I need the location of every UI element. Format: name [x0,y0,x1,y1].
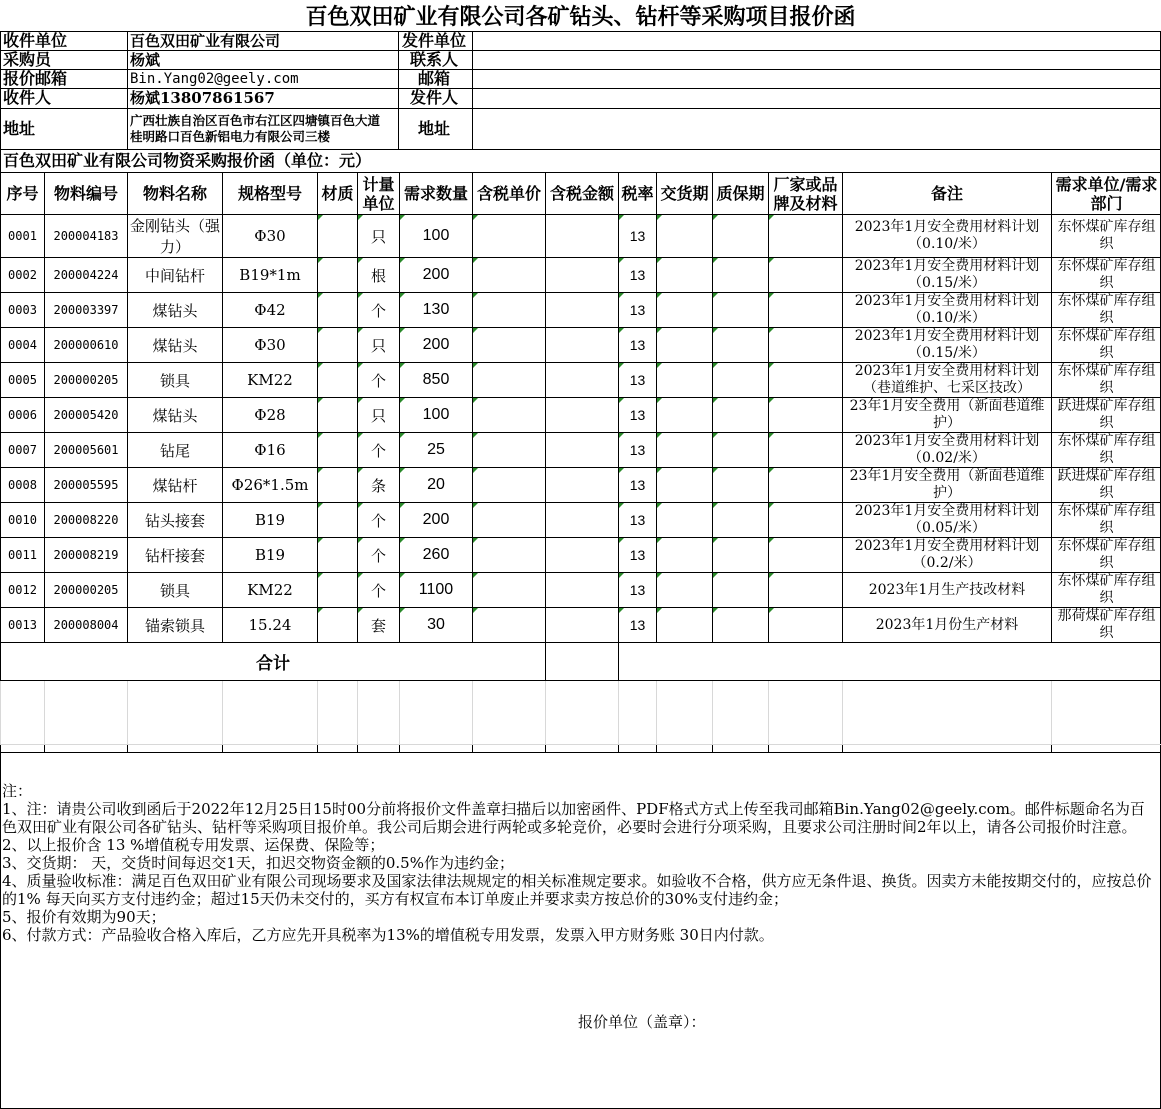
code-cell: 200008004 [45,608,128,643]
note-item: 5、报价有效期为90天； [2,908,166,926]
unit-cell: 只 [358,398,400,433]
dept-cell: 东怀煤矿库存组织 [1052,363,1161,398]
amount-cell [546,468,619,503]
blank-cell [318,681,358,745]
blank-row [1,745,1161,753]
blank-cell [546,681,619,745]
section-title: 百色双田矿业有限公司物资采购报价函（单位：元） [3,151,372,170]
name-cell: 钻头接套 [128,503,223,538]
unit-price-cell [473,398,546,433]
blank-cell [657,681,713,745]
amount-cell [546,433,619,468]
blank-cell [843,745,1052,753]
warranty-cell [713,363,769,398]
material-cell [318,538,358,573]
table-row [1,433,1161,468]
amount-cell [546,258,619,293]
table-header-row [1,173,1161,215]
amount-cell [546,503,619,538]
brand-cell [769,433,843,468]
blank-cell [400,681,473,745]
code-cell: 200004224 [45,258,128,293]
delivery-cell [657,258,713,293]
brand-cell [769,573,843,608]
blank-cell [128,745,223,753]
blank-cell [358,681,400,745]
code-cell: 200005595 [45,468,128,503]
unit-cell: 只 [358,215,400,258]
table-row [1,328,1161,363]
qty-cell: 1100 [400,573,473,608]
qty-cell: 30 [400,608,473,643]
brand-cell [769,258,843,293]
dept-cell: 东怀煤矿库存组织 [1052,293,1161,328]
qty-cell: 200 [400,503,473,538]
warranty-cell [713,328,769,363]
amount-cell [546,573,619,608]
amount-cell [546,608,619,643]
blank-cell [713,681,769,745]
material-cell [318,363,358,398]
seq-cell: 0006 [1,398,45,433]
material-cell [318,608,358,643]
blank-cell [358,745,400,753]
code-cell: 200004183 [45,215,128,258]
tax-rate-cell: 13 [619,293,657,328]
name-cell: 中间钻杆 [128,258,223,293]
blank-cell [128,681,223,745]
name-cell: 煤钻头 [128,398,223,433]
unit-price-cell [473,538,546,573]
delivery-cell [657,468,713,503]
name-cell: 锁具 [128,363,223,398]
code-cell: 200008220 [45,503,128,538]
col-header: 备注 [843,173,1052,215]
unit-cell: 只 [358,328,400,363]
table-row [1,573,1161,608]
unit-cell: 根 [358,258,400,293]
address-label: 地址 [3,119,36,138]
dept-cell: 东怀煤矿库存组织 [1052,433,1161,468]
dept-cell: 东怀煤矿库存组织 [1052,573,1161,608]
name-cell: 煤钻头 [128,293,223,328]
material-cell [318,433,358,468]
total-label: 合计 [1,643,546,681]
delivery-cell [657,293,713,328]
buyer-value: 杨斌 [130,51,161,69]
unit-cell: 个 [358,538,400,573]
blank-cell [657,745,713,753]
name-cell: 钻尾 [128,433,223,468]
delivery-cell [657,433,713,468]
blank-cell [1052,681,1161,745]
material-cell [318,293,358,328]
note-cell: 2023年1月安全费用材料计划（0.15/米） [843,328,1052,363]
tax-rate-cell: 13 [619,328,657,363]
blank-cell [713,745,769,753]
total-amount-cell [546,643,619,681]
brand-cell [769,503,843,538]
warranty-cell [713,608,769,643]
unit-cell: 个 [358,503,400,538]
col-header: 税率 [619,173,657,215]
note-cell: 2023年1月安全费用材料计划（0.15/米） [843,258,1052,293]
material-cell [318,215,358,258]
sender-unit-label: 发件单位 [402,31,467,50]
warranty-cell [713,538,769,573]
blank-cell [45,745,128,753]
seq-cell: 0004 [1,328,45,363]
col-header: 序号 [1,173,45,215]
dept-cell: 东怀煤矿库存组织 [1052,328,1161,363]
blank-cell [769,681,843,745]
spec-cell: B19 [223,538,318,573]
col-header: 质保期 [713,173,769,215]
note-cell: 2023年1月安全费用材料计划（巷道维护、七采区技改） [843,363,1052,398]
warranty-cell [713,258,769,293]
blank-cell [223,745,318,753]
blank-cell [619,745,657,753]
tax-rate-cell: 13 [619,503,657,538]
amount-cell [546,215,619,258]
col-header: 交货期 [657,173,713,215]
dept-cell: 跃进煤矿库存组织 [1052,398,1161,433]
brand-cell [769,293,843,328]
unit-cell: 个 [358,363,400,398]
tax-rate-cell: 13 [619,258,657,293]
col-header: 需求数量 [400,173,473,215]
delivery-cell [657,398,713,433]
spec-cell: B19*1m [223,258,318,293]
seq-cell: 0003 [1,293,45,328]
code-cell: 200000610 [45,328,128,363]
seq-cell: 0002 [1,258,45,293]
seq-cell: 0013 [1,608,45,643]
material-cell [318,328,358,363]
unit-price-cell [473,573,546,608]
brand-cell [769,538,843,573]
email-value: Bin.Yang02@geely.com [130,71,299,87]
code-cell: 200003397 [45,293,128,328]
unit-price-cell [473,433,546,468]
spec-cell: KM22 [223,363,318,398]
col-header: 含税金额 [546,173,619,215]
blank-cell [45,681,128,745]
table-row [1,538,1161,573]
unit-price-cell [473,608,546,643]
warranty-cell [713,503,769,538]
qty-cell: 200 [400,328,473,363]
tax-rate-cell: 13 [619,573,657,608]
note-cell: 2023年1月安全费用材料计划（0.10/米） [843,293,1052,328]
delivery-cell [657,328,713,363]
unit-price-cell [473,468,546,503]
qty-cell: 260 [400,538,473,573]
col-header: 物料编号 [45,173,128,215]
name-cell: 钻杆接套 [128,538,223,573]
note-cell: 2023年1月安全费用材料计划（0.10/米） [843,215,1052,258]
brand-cell [769,398,843,433]
note-cell: 2023年1月份生产材料 [843,608,1052,643]
seq-cell: 0011 [1,538,45,573]
tax-rate-cell: 13 [619,363,657,398]
qty-cell: 100 [400,398,473,433]
brand-cell [769,468,843,503]
tax-rate-cell: 13 [619,215,657,258]
material-cell [318,398,358,433]
amount-cell [546,293,619,328]
spec-cell: Φ26*1.5m [223,468,318,503]
delivery-cell [657,573,713,608]
delivery-cell [657,215,713,258]
tax-rate-cell: 13 [619,608,657,643]
unit-price-cell [473,328,546,363]
signature-label: 报价单位（盖章）： [578,1013,706,1031]
dept-cell: 东怀煤矿库存组织 [1052,215,1161,258]
spec-cell: Φ42 [223,293,318,328]
material-cell [318,258,358,293]
name-cell: 煤钻杆 [128,468,223,503]
email-label: 报价邮箱 [3,69,68,88]
blank-cell [473,745,546,753]
address-label-2: 地址 [418,119,451,138]
dept-cell: 那荷煤矿库存组织 [1052,608,1161,643]
unit-price-cell [473,293,546,328]
unit-price-cell [473,363,546,398]
blank-cell [769,745,843,753]
unit-price-cell [473,258,546,293]
quote-table [0,172,1161,753]
delivery-cell [657,363,713,398]
tax-rate-cell: 13 [619,538,657,573]
amount-cell [546,363,619,398]
qty-cell: 850 [400,363,473,398]
tax-rate-cell: 13 [619,433,657,468]
tax-rate-cell: 13 [619,468,657,503]
code-cell: 200000205 [45,363,128,398]
page-title: 百色双田矿业有限公司各矿钻头、钻杆等采购项目报价函 [305,4,856,30]
spec-cell: Φ16 [223,433,318,468]
table-row [1,468,1161,503]
note-item: 3、交货期： 天，交货时间每迟交1天，扣迟交物资金额的0.5%作为违约金； [2,854,514,872]
recipient-label: 收件人 [3,88,52,107]
address-line-2: 桂明路口百色新铝电力有限公司三楼 [130,129,331,144]
unit-cell: 个 [358,573,400,608]
qty-cell: 25 [400,433,473,468]
sender-label: 发件人 [410,88,459,107]
warranty-cell [713,293,769,328]
notes-block [2,782,1159,944]
header-block [0,31,1161,172]
note-item: 2、以上报价含 13 %增值税专用发票、运保费、保险等； [2,836,385,854]
mail-label: 邮箱 [418,69,451,88]
blank-cell [1,745,45,753]
spec-cell: Φ30 [223,215,318,258]
qty-cell: 20 [400,468,473,503]
col-header: 规格型号 [223,173,318,215]
unit-price-cell [473,215,546,258]
amount-cell [546,328,619,363]
dept-cell: 东怀煤矿库存组织 [1052,503,1161,538]
brand-cell [769,608,843,643]
material-cell [318,573,358,608]
warranty-cell [713,573,769,608]
col-header: 需求单位/需求部门 [1052,173,1161,215]
code-cell: 200008219 [45,538,128,573]
seq-cell: 0008 [1,468,45,503]
col-header: 材质 [318,173,358,215]
note-item: 4、质量验收标准：满足百色双田矿业有限公司现场要求及国家法律法规规定的相关标准规定要求。如验收不合格，供方应无条件退、换货。因卖方未能按期交付的，应按总价的1% 每天向买方支付违约金；超过15天仍未交付的，买方有权宣布本订单废止并要求卖方按总价的30%支付违约金； [2,872,1152,908]
material-cell [318,503,358,538]
contact-label: 联系人 [410,50,459,69]
note-item: 1、注：请贵公司收到函后于2022年12月25日15时00分前将报价文件盖章扫描后以加密函件、PDF格式方式上传至我司邮箱Bin.Yang02@geely.com。邮件标题命名为百色双田矿业有限公司各矿钻头、钻杆等采购项目报价单。我公司后期会进行两轮或多轮竞价，必要时会进行分项采购，且要求公司注册时间2年以上，请各公司报价时注意。 [2,800,1145,836]
note-item: 6、付款方式：产品验收合格入库后，乙方应先开具税率为13%的增值税专用发票，发票入甲方财务账 30日内付款。 [2,926,774,944]
seq-cell: 0010 [1,503,45,538]
total-row [1,643,1161,681]
table-row [1,398,1161,433]
table-row [1,363,1161,398]
buyer-label: 采购员 [3,50,52,69]
note-cell: 2023年1月生产技改材料 [843,573,1052,608]
unit-cell: 套 [358,608,400,643]
dept-cell: 东怀煤矿库存组织 [1052,258,1161,293]
spec-cell: Φ30 [223,328,318,363]
delivery-cell [657,503,713,538]
code-cell: 200005420 [45,398,128,433]
table-row [1,215,1161,258]
blank-cell [546,745,619,753]
blank-cell [843,681,1052,745]
unit-price-cell [473,503,546,538]
warranty-cell [713,398,769,433]
col-header: 厂家或品牌及材料 [769,173,843,215]
delivery-cell [657,538,713,573]
dept-cell: 跃进煤矿库存组织 [1052,468,1161,503]
blank-cell [318,745,358,753]
material-cell [318,468,358,503]
warranty-cell [713,215,769,258]
blank-cell [473,681,546,745]
address-line-1: 广西壮族自治区百色市右江区四塘镇百色大道 [130,113,381,128]
table-row [1,503,1161,538]
table-row [1,608,1161,643]
spec-cell: B19 [223,503,318,538]
qty-cell: 130 [400,293,473,328]
blank-cell [619,681,657,745]
unit-cell: 个 [358,433,400,468]
note-cell: 23年1月安全费用（新面巷道维护） [843,398,1052,433]
brand-cell [769,363,843,398]
seq-cell: 0012 [1,573,45,608]
note-cell: 23年1月安全费用（新面巷道维护） [843,468,1052,503]
seq-cell: 0001 [1,215,45,258]
seq-cell: 0007 [1,433,45,468]
blank-cell [1,681,45,745]
receiver-unit-value: 百色双田矿业有限公司 [130,32,281,50]
receiver-unit-label: 收件单位 [3,31,68,50]
total-rest-cell [619,643,1161,681]
warranty-cell [713,468,769,503]
col-header: 计量单位 [358,173,400,215]
warranty-cell [713,433,769,468]
col-header: 物料名称 [128,173,223,215]
qty-cell: 200 [400,258,473,293]
code-cell: 200000205 [45,573,128,608]
brand-cell [769,215,843,258]
notes-heading: 注： [2,782,33,800]
tax-rate-cell: 13 [619,398,657,433]
delivery-cell [657,608,713,643]
amount-cell [546,538,619,573]
blank-row [1,681,1161,745]
spec-cell: Φ28 [223,398,318,433]
name-cell: 金刚钻头（强力） [128,215,223,258]
table-row [1,258,1161,293]
blank-cell [223,681,318,745]
spec-cell: KM22 [223,573,318,608]
qty-cell: 100 [400,215,473,258]
dept-cell: 东怀煤矿库存组织 [1052,538,1161,573]
brand-cell [769,328,843,363]
name-cell: 锁具 [128,573,223,608]
spec-cell: 15.24 [223,608,318,643]
blank-cell [400,745,473,753]
note-cell: 2023年1月安全费用材料计划（0.02/米） [843,433,1052,468]
recipient-value: 杨斌13807861567 [130,89,275,107]
note-cell: 2023年1月安全费用材料计划（0.2/米） [843,538,1052,573]
note-cell: 2023年1月安全费用材料计划（0.05/米） [843,503,1052,538]
amount-cell [546,398,619,433]
name-cell: 锚索锁具 [128,608,223,643]
code-cell: 200005601 [45,433,128,468]
blank-cell [1052,745,1161,753]
name-cell: 煤钻头 [128,328,223,363]
table-row [1,293,1161,328]
col-header: 含税单价 [473,173,546,215]
unit-cell: 个 [358,293,400,328]
seq-cell: 0005 [1,363,45,398]
unit-cell: 条 [358,468,400,503]
